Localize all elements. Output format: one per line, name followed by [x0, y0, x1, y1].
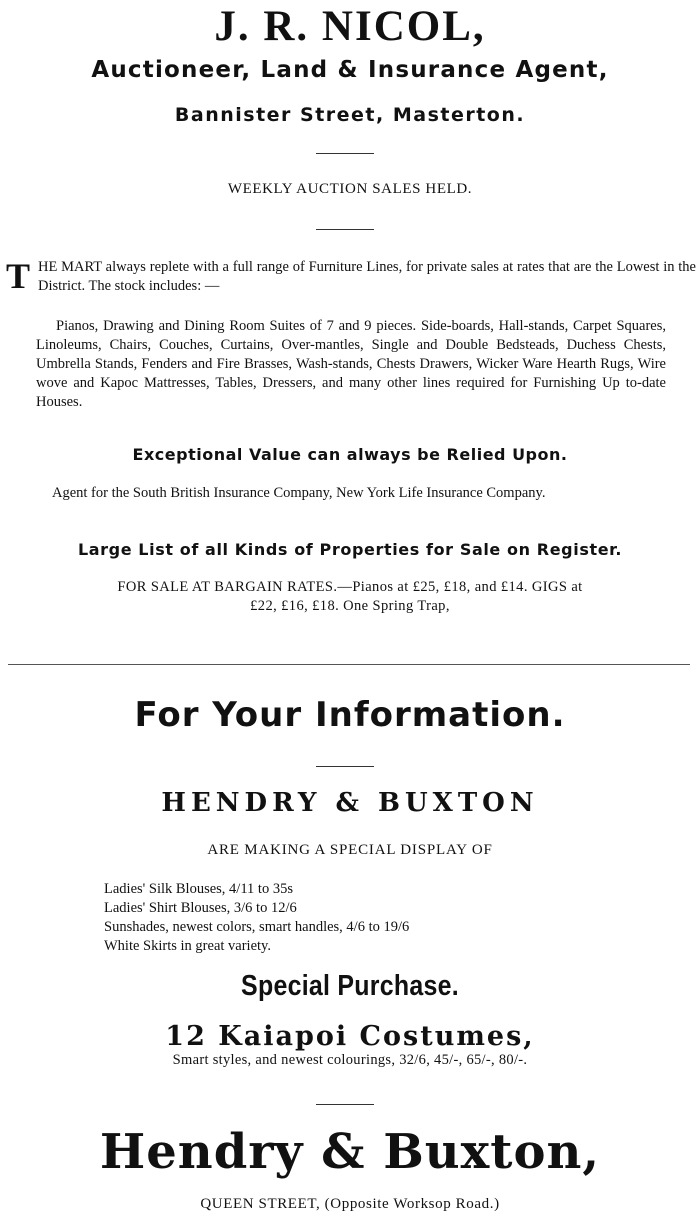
short-rule: [316, 766, 374, 767]
agent-text: Agent for the South British Insurance Company, New York Life Insurance Company.: [52, 485, 546, 501]
street-address: QUEEN STREET, (Opposite Worksop Road.): [200, 1196, 500, 1212]
mart-paragraph: [6, 258, 696, 296]
special-purchase-heading: Special Purchase.: [241, 970, 459, 1002]
weekly-sales-line: WEEKLY AUCTION SALES HELD.: [227, 181, 473, 197]
exceptional-value-line: Exceptional Value can always be Relied Upon.: [132, 445, 568, 464]
display-items-list: [104, 880, 409, 956]
firm-name-large: Hendry & Buxton,: [99, 1124, 601, 1180]
column-divider: [8, 664, 690, 665]
short-rule: [316, 229, 374, 230]
stock-paragraph: [36, 317, 666, 412]
list-item: Ladies' Silk Blouses, 4/11 to 35s: [104, 881, 293, 897]
advertiser-occupation: Auctioneer, Land & Insurance Agent,: [91, 57, 609, 83]
agent-paragraph: [36, 484, 666, 503]
short-rule: [316, 153, 374, 154]
list-item: White Skirts in great variety.: [104, 938, 271, 954]
advertiser-address: Bannister Street, Masterton.: [174, 104, 526, 126]
headline: For Your Information.: [134, 695, 566, 735]
for-sale-line-1: FOR SALE AT BARGAIN RATES.—Pianos at £25, £18, and £14. GIGS at: [117, 579, 583, 595]
firm-name: HENDRY & BUXTON: [161, 788, 539, 818]
drop-cap: T: [6, 256, 31, 296]
list-item: Sunshades, newest colors, smart handles, 4/6 to 19/6: [104, 919, 410, 935]
short-rule: [316, 1104, 374, 1105]
mart-text: HE MART always replete with a full range of Furniture Lines, for private sales at rates that are the Lowest in the District. The stock includes: —: [38, 259, 696, 294]
stock-text: Pianos, Drawing and Dining Room Suites of 7 and 9 pieces. Side-boards, Hall-stands, Carpet Squares, Linoleums, Chairs, Couches, Curtains, Over-mantles, Single and Double Bedsteads, Duchess Chests, Umbrella Stands, Fenders and Fire Brasses, Wash-stands, Chests Drawers, Wicker Ware Hearth Rugs, Wire wove and Kapoc Mattresses, Tables, Dressers, and many other lines required for Furnishing Up to-date Houses.: [36, 318, 666, 410]
display-announcement: ARE MAKING A SPECIAL DISPLAY OF: [207, 842, 493, 858]
for-sale-line-2: £22, £16, £18. One Spring Trap,: [250, 598, 450, 614]
advertiser-name: J. R. NICOL,: [214, 3, 486, 50]
properties-list-line: Large List of all Kinds of Properties for Sale on Register.: [77, 540, 623, 559]
list-item: Ladies' Shirt Blouses, 3/6 to 12/6: [104, 900, 297, 916]
costumes-prices: Smart styles, and newest colourings, 32/6, 45/-, 65/-, 80/-.: [172, 1052, 528, 1068]
costumes-heading: 12 Kaiapoi Costumes,: [165, 1021, 535, 1052]
for-sale-paragraph: [0, 578, 700, 616]
